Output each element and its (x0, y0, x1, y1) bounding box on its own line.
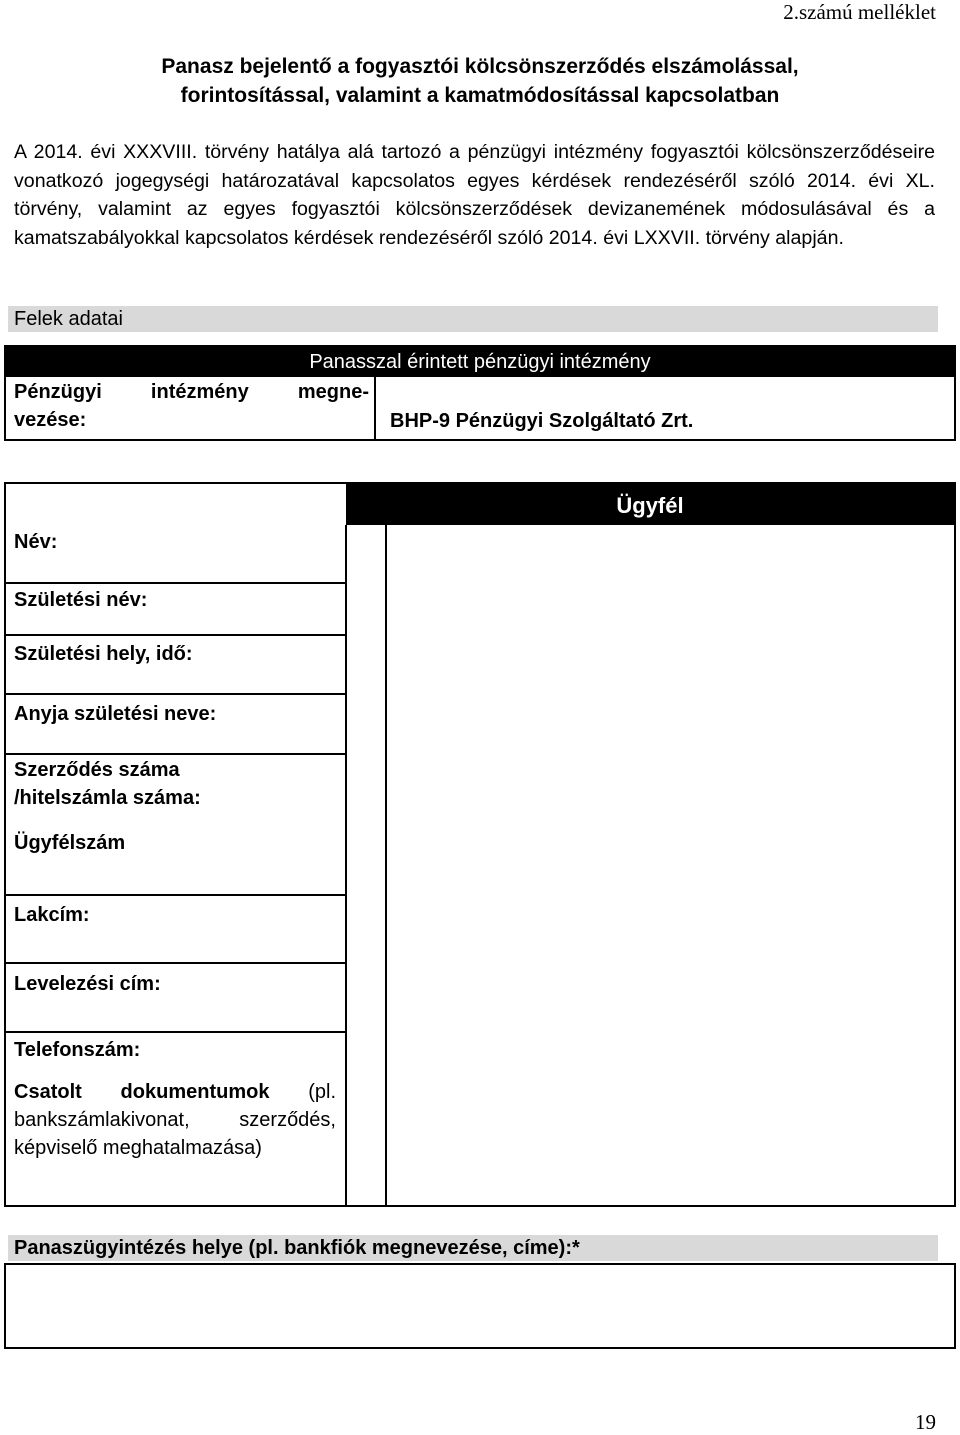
row-divider (6, 894, 346, 896)
parties-section-title: Felek adatai (14, 308, 123, 330)
title-line-2: forintosítással, valamint a kamatmódosítással kapcsolatban (180, 84, 780, 107)
row-divider (6, 753, 346, 755)
institution-table (4, 345, 956, 441)
birth-name-label: Születési név: (14, 589, 148, 611)
institution-name-label (6, 377, 376, 439)
name-label: Név: (14, 531, 58, 553)
row-divider (6, 582, 346, 584)
attachments-label-bold: Csatolt dokumentumok (14, 1081, 270, 1103)
institution-label-word-2: intézmény (150, 381, 249, 403)
contract-number-label-line-1: Szerződés száma (14, 759, 180, 781)
institution-label-word-1: Pénzügyi (14, 381, 102, 403)
parties-section-bar (8, 306, 938, 332)
institution-name-field[interactable] (376, 377, 954, 439)
institution-label-word-3: megne- (297, 381, 369, 403)
mailing-address-label: Levelezési cím: (14, 973, 161, 995)
document-title (0, 52, 960, 110)
attachments-label-detail: (pl. bankszámlakivonat, szerződés, képviselő meghatalmazása) (14, 1081, 336, 1159)
row-divider (6, 1031, 346, 1033)
client-header: Ügyfél (346, 484, 954, 525)
title-line-1: Panasz bejelentő a fogyasztói kölcsönszerződés elszámolással, (161, 55, 799, 78)
birth-place-date-label: Születési hely, idő: (14, 643, 193, 665)
client-table (4, 482, 956, 1207)
address-label: Lakcím: (14, 904, 90, 926)
institution-header: Panasszal érintett pénzügyi intézmény (6, 347, 954, 377)
contract-number-label-line-2: /hitelszámla száma: (14, 787, 201, 809)
annex-label: 2.számú melléklet (783, 0, 936, 24)
complaint-place-bar (8, 1235, 938, 1261)
column-divider (345, 525, 347, 1205)
page-number: 19 (915, 1410, 936, 1434)
attachments-label (14, 1078, 336, 1162)
column-divider-inner (385, 525, 387, 1205)
complaint-place-label: Panaszügyintézés helye (pl. bankfiók megnevezése, címe):* (14, 1237, 580, 1259)
complaint-place-field[interactable] (4, 1263, 956, 1349)
row-divider (6, 962, 346, 964)
row-divider (6, 634, 346, 636)
contract-number-label (14, 756, 201, 812)
row-divider (6, 693, 346, 695)
phone-label: Telefonszám: (14, 1039, 141, 1061)
client-number-label: Ügyfélszám (14, 832, 126, 854)
intro-paragraph: A 2014. évi XXXVIII. törvény hatálya alá tartozó a pénzügyi intézmény fogyasztói kölcsönszerződéseire vonatkozó jogegységi határozatával kapcsolatos egyes kérdések rendezéséről szóló 2014. évi XL. törvény, valamint az egyes fogyasztói kölcsönszerződések devizanemének módosulásával és a kamatszabályokkal kapcsolatos kérdések rendezéséről szóló 2014. évi LXXVII. törvény alapján. (14, 141, 935, 249)
institution-label-line-2: vezése: (14, 409, 87, 431)
institution-name-value: BHP-9 Pénzügyi Szolgáltató Zrt. (390, 410, 694, 432)
mother-name-label: Anyja születési neve: (14, 703, 217, 725)
